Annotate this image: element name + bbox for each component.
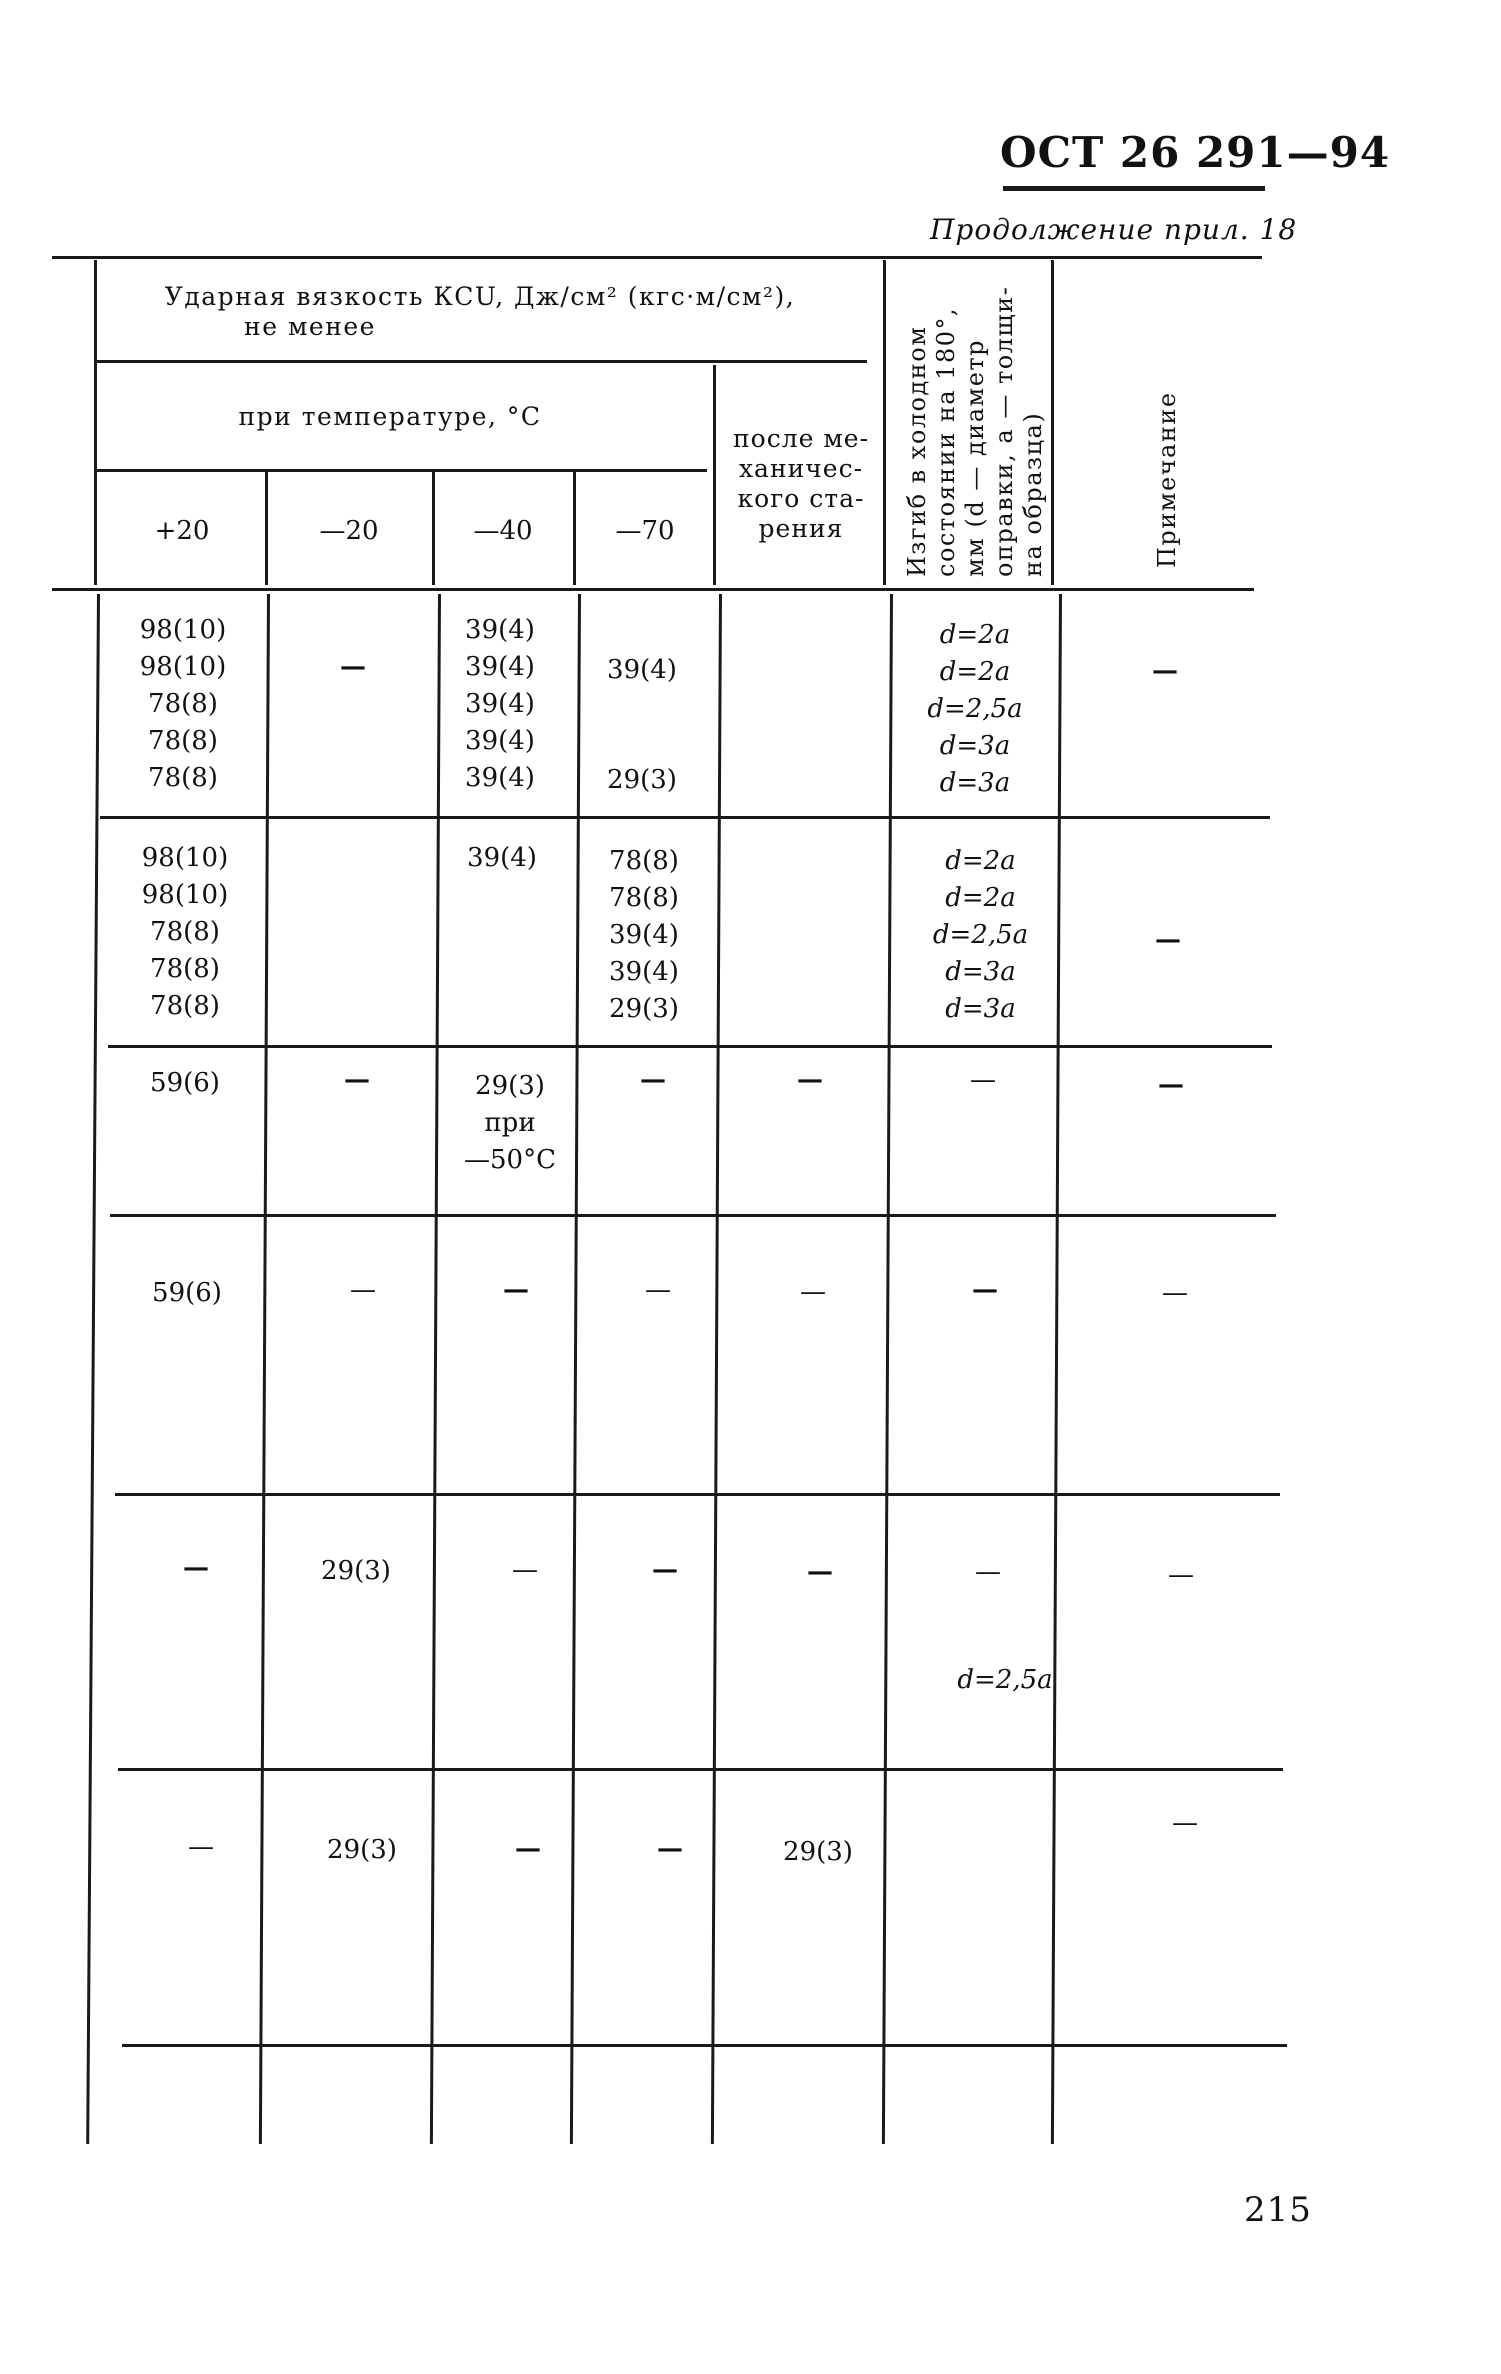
aging-line-3: кого ста- xyxy=(737,484,865,513)
row5-minus70: — xyxy=(652,1555,678,1585)
row6-minus70: — xyxy=(657,1834,683,1864)
row5-minus20: 29(3) xyxy=(321,1556,391,1586)
bend-line-4: оправки, a — толщи- xyxy=(990,285,1018,577)
col-rule-1-body xyxy=(259,594,270,2144)
aging-line-1: после ме- xyxy=(732,424,870,453)
header-rule-impact xyxy=(97,360,867,363)
row2-plus20: 98(10) 98(10) 78(8) 78(8) 78(8) xyxy=(141,843,229,1021)
col-rule-6-body xyxy=(1051,594,1062,2144)
header-temp-minus40: —40 xyxy=(473,516,533,546)
header-impact-line2: не менее xyxy=(244,312,376,341)
row1-minus70: 39(4) xyxy=(607,655,677,685)
row2-bend: d=2a d=2a d=2,5a d=3a d=3a xyxy=(932,846,1029,1024)
row2-note: — xyxy=(1155,925,1181,955)
row4-aging: — xyxy=(800,1277,826,1307)
header-impact-strength xyxy=(100,282,860,342)
row4-minus20: — xyxy=(350,1275,376,1305)
table-top-rule xyxy=(52,256,1262,259)
col-rule-left xyxy=(94,260,97,585)
row-rule-5 xyxy=(118,1768,1283,1771)
row-rule-3 xyxy=(110,1214,1276,1217)
col-rule-2-body xyxy=(430,594,441,2144)
col-rule-1 xyxy=(265,472,268,585)
col-rule-5-body xyxy=(882,594,893,2144)
row4-note: — xyxy=(1162,1278,1188,1308)
row3-minus70: — xyxy=(640,1065,666,1095)
aging-line-4: рения xyxy=(758,514,844,543)
col-rule-4-body xyxy=(711,594,722,2144)
row2-minus40: 39(4) xyxy=(467,843,537,873)
header-at-temperature: при температуре, °С xyxy=(238,402,542,431)
row3-aging: — xyxy=(797,1065,823,1095)
row3-minus20: — xyxy=(344,1065,370,1095)
row3-plus20: 59(6) xyxy=(150,1068,220,1098)
row5-minus40: — xyxy=(512,1555,538,1585)
bend-line-1: Изгиб в холодном xyxy=(903,325,931,577)
row4-plus20: 59(6) xyxy=(152,1278,222,1308)
aging-line-2: ханичес- xyxy=(738,454,864,483)
row6-note: — xyxy=(1172,1808,1198,1838)
row3-note: — xyxy=(1158,1070,1184,1100)
row-rule-2 xyxy=(108,1045,1272,1048)
document-code-underline xyxy=(1003,186,1265,191)
bend-line-5: на образца) xyxy=(1019,411,1047,577)
row6-aging: 29(3) xyxy=(783,1837,853,1867)
header-after-aging xyxy=(716,424,886,544)
row3-minus40: 29(3) при —50°С xyxy=(464,1071,556,1175)
row5-bend: — xyxy=(975,1557,1001,1587)
header-temp-minus20: —20 xyxy=(319,516,379,546)
row6-minus20: 29(3) xyxy=(327,1835,397,1865)
row5-plus20: — xyxy=(183,1553,209,1583)
page-number: 215 xyxy=(1244,2190,1312,2230)
col-rule-6 xyxy=(1051,260,1054,585)
row-rule-6 xyxy=(122,2044,1287,2047)
row1-plus20: 98(10) 98(10) 78(8) 78(8) 78(8) xyxy=(139,615,227,793)
row5-note: — xyxy=(1168,1560,1194,1590)
row4-minus40: — xyxy=(503,1275,529,1305)
header-bottom-rule xyxy=(52,588,1254,591)
row2-minus70: 78(8) 78(8) 39(4) 39(4) 29(3) xyxy=(609,846,679,1024)
row-rule-1 xyxy=(100,816,1270,819)
row1-minus40: 39(4) 39(4) 39(4) 39(4) 39(4) xyxy=(465,615,535,793)
row5-aging: — xyxy=(807,1557,833,1587)
header-rule-temp xyxy=(97,469,707,472)
row1-bend: d=2a d=2a d=2,5a d=3a d=3a xyxy=(927,620,1023,798)
row1-minus20: — xyxy=(340,652,366,682)
row5-bend-value: d=2,5a xyxy=(957,1665,1053,1695)
row4-minus70: — xyxy=(645,1275,671,1305)
row1-note: — xyxy=(1152,656,1178,686)
header-temp-plus20: +20 xyxy=(154,516,210,546)
row6-minus40: — xyxy=(515,1834,541,1864)
bend-line-2: состоянии на 180°, xyxy=(932,306,960,577)
header-temp-minus70: —70 xyxy=(615,516,675,546)
continuation-note: Продолжение прил. 18 xyxy=(930,213,1298,246)
row-rule-4 xyxy=(115,1493,1280,1496)
row1-minus70-b: 29(3) xyxy=(607,765,677,795)
bend-line-3: мм (d — диаметр xyxy=(961,338,989,577)
document-code: ОСТ 26 291—94 xyxy=(1000,128,1391,177)
col-rule-left-body xyxy=(86,594,100,2144)
header-note: Примечание xyxy=(1153,391,1181,568)
col-rule-3-body xyxy=(570,594,581,2144)
header-impact-line1: Ударная вязкость КСU, Дж/см² (кгс·м/см²), xyxy=(164,282,796,311)
header-bend xyxy=(903,257,1048,577)
row6-plus20: — xyxy=(188,1832,214,1862)
row3-bend: — xyxy=(970,1065,996,1095)
row4-bend: — xyxy=(972,1275,998,1305)
